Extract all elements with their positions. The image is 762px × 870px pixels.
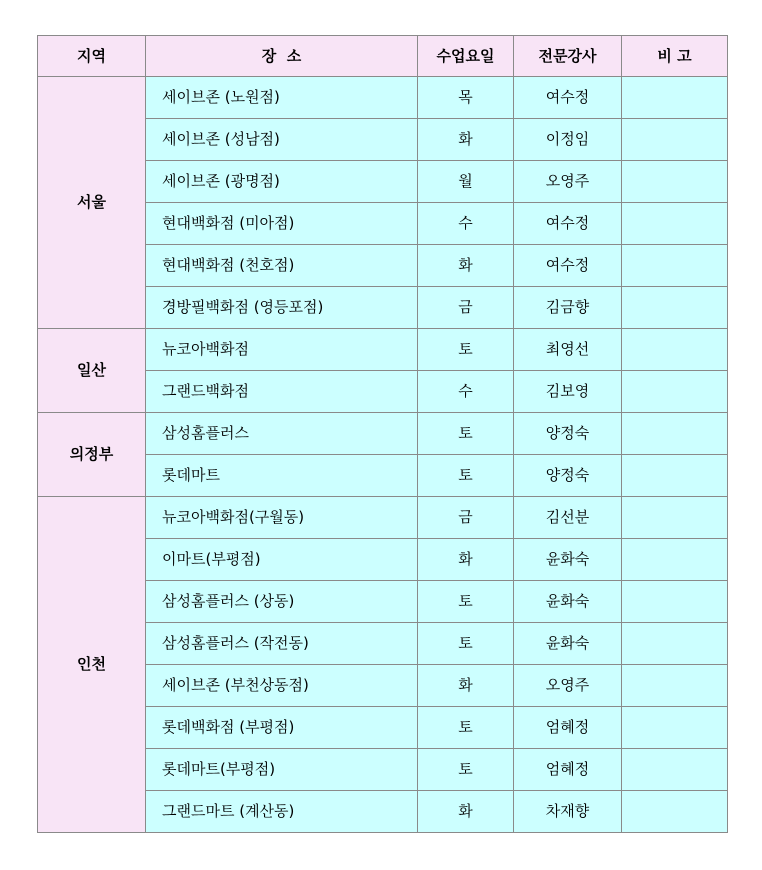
note-cell bbox=[622, 245, 728, 287]
table-row bbox=[38, 497, 728, 539]
place-cell: 세이브존 (성남점) bbox=[146, 119, 418, 161]
place-cell: 이마트(부평점) bbox=[146, 539, 418, 581]
table-body bbox=[38, 77, 728, 833]
teacher-cell: 윤화숙 bbox=[514, 581, 622, 623]
note-cell bbox=[622, 665, 728, 707]
class-schedule-table bbox=[37, 35, 728, 833]
day-cell: 목 bbox=[418, 77, 514, 119]
note-cell bbox=[622, 581, 728, 623]
header-teacher: 전문강사 bbox=[514, 36, 622, 77]
header-region: 지역 bbox=[38, 36, 146, 77]
place-cell: 삼성홈플러스 bbox=[146, 413, 418, 455]
teacher-cell: 양정숙 bbox=[514, 455, 622, 497]
day-cell: 토 bbox=[418, 623, 514, 665]
teacher-cell: 윤화숙 bbox=[514, 539, 622, 581]
place-cell: 세이브존 (노원점) bbox=[146, 77, 418, 119]
table-row bbox=[38, 77, 728, 119]
header-row bbox=[38, 36, 728, 77]
day-cell: 화 bbox=[418, 119, 514, 161]
day-cell: 금 bbox=[418, 497, 514, 539]
teacher-cell: 여수정 bbox=[514, 245, 622, 287]
teacher-cell: 여수정 bbox=[514, 203, 622, 245]
place-cell: 뉴코아백화점(구월동) bbox=[146, 497, 418, 539]
day-cell: 수 bbox=[418, 203, 514, 245]
place-cell: 삼성홈플러스 (상동) bbox=[146, 581, 418, 623]
day-cell: 수 bbox=[418, 371, 514, 413]
header-note: 비 고 bbox=[622, 36, 728, 77]
note-cell bbox=[622, 455, 728, 497]
teacher-cell: 여수정 bbox=[514, 77, 622, 119]
teacher-cell: 윤화숙 bbox=[514, 623, 622, 665]
region-cell: 의정부 bbox=[38, 413, 146, 497]
place-cell: 세이브존 (부천상동점) bbox=[146, 665, 418, 707]
day-cell: 토 bbox=[418, 455, 514, 497]
table-row bbox=[38, 329, 728, 371]
teacher-cell: 최영선 bbox=[514, 329, 622, 371]
day-cell: 토 bbox=[418, 581, 514, 623]
teacher-cell: 차재향 bbox=[514, 791, 622, 833]
teacher-cell: 양정숙 bbox=[514, 413, 622, 455]
teacher-cell: 이정임 bbox=[514, 119, 622, 161]
header-place: 장 소 bbox=[146, 36, 418, 77]
day-cell: 화 bbox=[418, 245, 514, 287]
note-cell bbox=[622, 287, 728, 329]
region-cell: 일산 bbox=[38, 329, 146, 413]
table-row bbox=[38, 413, 728, 455]
teacher-cell: 김선분 bbox=[514, 497, 622, 539]
place-cell: 세이브존 (광명점) bbox=[146, 161, 418, 203]
teacher-cell: 김금향 bbox=[514, 287, 622, 329]
note-cell bbox=[622, 161, 728, 203]
place-cell: 롯데마트 bbox=[146, 455, 418, 497]
note-cell bbox=[622, 749, 728, 791]
note-cell bbox=[622, 371, 728, 413]
teacher-cell: 오영주 bbox=[514, 665, 622, 707]
day-cell: 월 bbox=[418, 161, 514, 203]
note-cell bbox=[622, 497, 728, 539]
teacher-cell: 오영주 bbox=[514, 161, 622, 203]
note-cell bbox=[622, 329, 728, 371]
day-cell: 화 bbox=[418, 665, 514, 707]
day-cell: 화 bbox=[418, 791, 514, 833]
note-cell bbox=[622, 203, 728, 245]
teacher-cell: 김보영 bbox=[514, 371, 622, 413]
note-cell bbox=[622, 707, 728, 749]
place-cell: 롯데백화점 (부평점) bbox=[146, 707, 418, 749]
note-cell bbox=[622, 623, 728, 665]
place-cell: 뉴코아백화점 bbox=[146, 329, 418, 371]
day-cell: 토 bbox=[418, 413, 514, 455]
day-cell: 금 bbox=[418, 287, 514, 329]
note-cell bbox=[622, 413, 728, 455]
day-cell: 토 bbox=[418, 329, 514, 371]
place-cell: 현대백화점 (천호점) bbox=[146, 245, 418, 287]
place-cell: 경방필백화점 (영등포점) bbox=[146, 287, 418, 329]
place-cell: 그랜드마트 (계산동) bbox=[146, 791, 418, 833]
day-cell: 화 bbox=[418, 539, 514, 581]
day-cell: 토 bbox=[418, 707, 514, 749]
note-cell bbox=[622, 791, 728, 833]
region-cell: 인천 bbox=[38, 497, 146, 833]
note-cell bbox=[622, 119, 728, 161]
place-cell: 삼성홈플러스 (작전동) bbox=[146, 623, 418, 665]
header-day: 수업요일 bbox=[418, 36, 514, 77]
note-cell bbox=[622, 77, 728, 119]
place-cell: 그랜드백화점 bbox=[146, 371, 418, 413]
teacher-cell: 엄혜정 bbox=[514, 749, 622, 791]
day-cell: 토 bbox=[418, 749, 514, 791]
place-cell: 롯데마트(부평점) bbox=[146, 749, 418, 791]
region-cell: 서울 bbox=[38, 77, 146, 329]
place-cell: 현대백화점 (미아점) bbox=[146, 203, 418, 245]
teacher-cell: 엄혜정 bbox=[514, 707, 622, 749]
note-cell bbox=[622, 539, 728, 581]
